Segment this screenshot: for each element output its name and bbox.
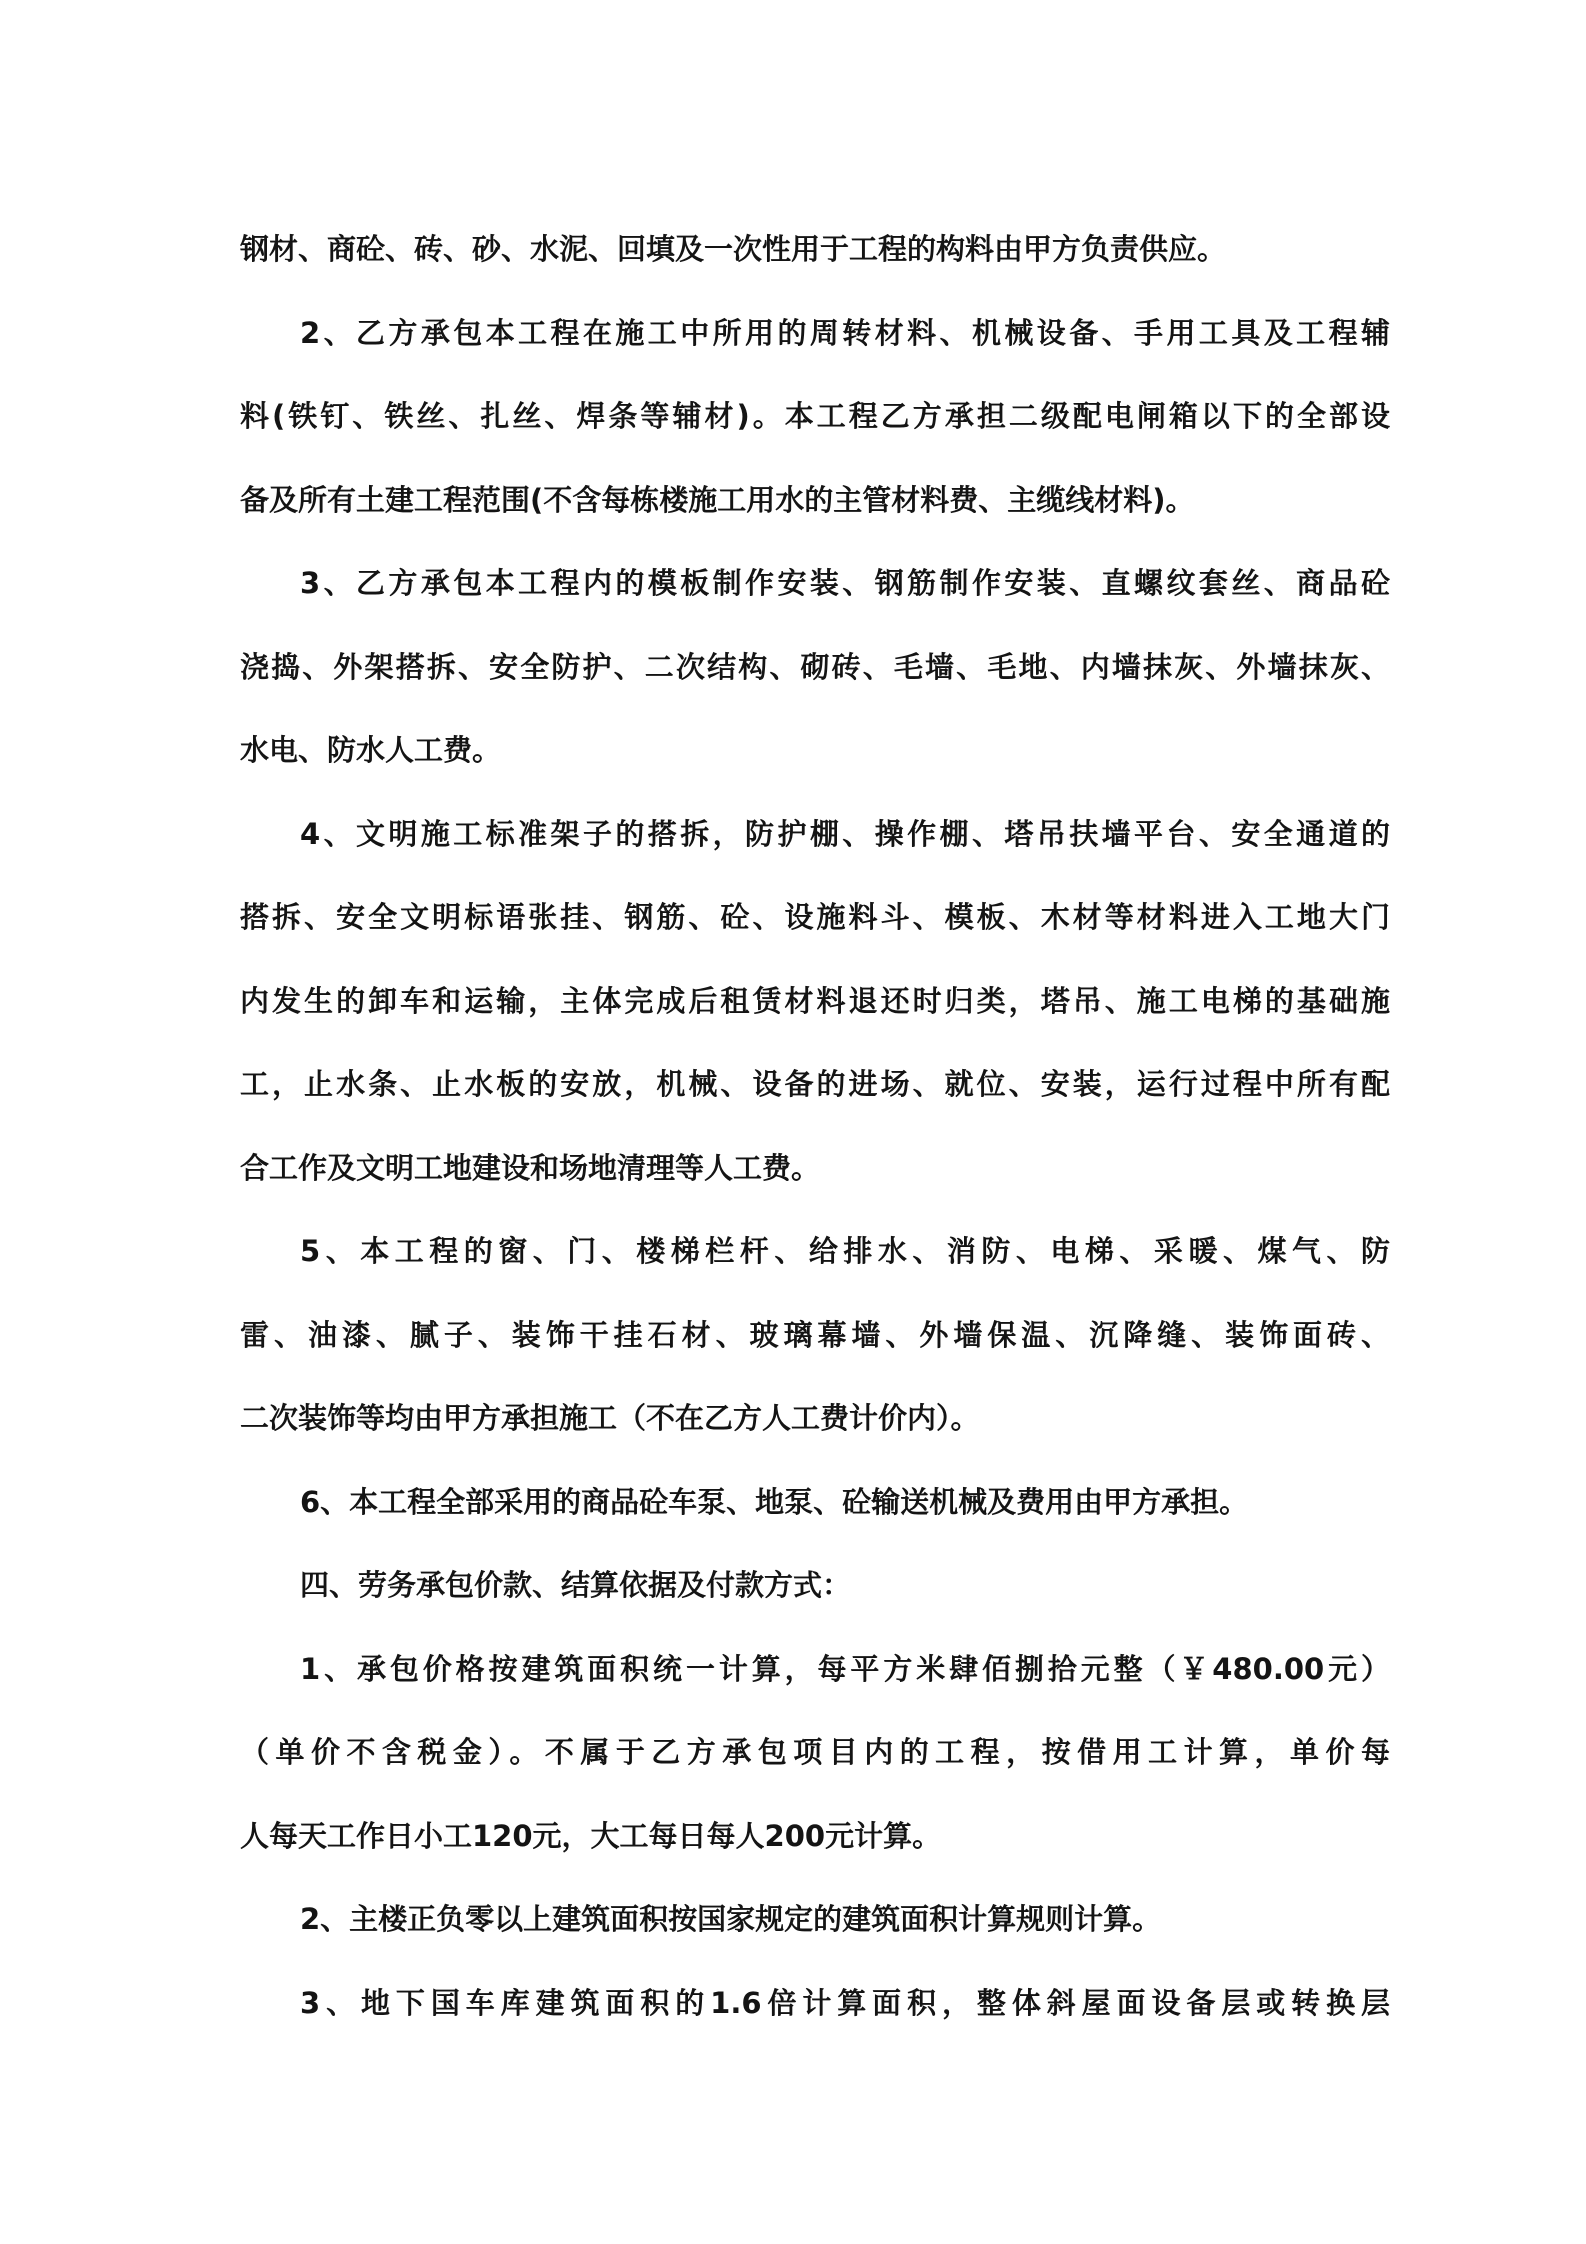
section-heading: 四、劳务承包价款、结算依据及付款方式： xyxy=(300,1568,852,1602)
text-line: 料(铁钉、铁丝、扎丝、焊条等辅材)。本工程乙方承担二级配电闸箱以下的全部设 xyxy=(240,399,1390,433)
text-line: 工，止水条、止水板的安放，机械、设备的进场、就位、安装，运行过程中所有配 xyxy=(240,1067,1390,1101)
text-line: 2、乙方承包本工程在施工中所用的周转材料、机械设备、手用工具及工程辅 xyxy=(300,315,1390,350)
text-line: 4、文明施工标准架子的搭拆，防护棚、操作棚、塔吊扶墙平台、安全通道的 xyxy=(300,816,1390,851)
text-line: （单价不含税金）。不属于乙方承包项目内的工程，按借用工计算，单价每 xyxy=(240,1735,1390,1769)
text-line: 钢材、商砼、砖、砂、水泥、回填及一次性用于工程的构料由甲方负责供应。 xyxy=(240,232,1227,266)
text-line: 3、乙方承包本工程内的模板制作安装、钢筋制作安装、直螺纹套丝、商品砼 xyxy=(300,566,1390,600)
text-line: 浇捣、外架搭拆、安全防护、二次结构、砌砖、毛墙、毛地、内墙抹灰、外墙抹灰、 xyxy=(240,649,1390,684)
text-line: 二次装饰等均由甲方承担施工（不在乙方人工费计价内）。 xyxy=(240,1401,980,1435)
text-line: 水电、防水人工费。 xyxy=(240,733,502,767)
text-line: 雷、油漆、腻子、装饰干挂石材、玻璃幕墙、外墙保温、沉降缝、装饰面砖、 xyxy=(240,1317,1390,1352)
text-line: 3、地下国车库建筑面积的1.6倍计算面积，整体斜屋面设备层或转换层 xyxy=(300,1985,1390,2020)
text-line: 搭拆、安全文明标语张挂、钢筋、砼、设施料斗、模板、木材等材料进入工地大门 xyxy=(240,900,1390,934)
text-line: 1、承包价格按建筑面积统一计算，每平方米肆佰捌拾元整（￥480.00元） xyxy=(300,1651,1390,1686)
text-line: 备及所有土建工程范围(不含每栋楼施工用水的主管材料费、主缆线材料)。 xyxy=(240,482,1195,517)
text-line: 5、本工程的窗、门、楼梯栏杆、给排水、消防、电梯、采暖、煤气、防 xyxy=(300,1234,1390,1268)
text-line: 6、本工程全部采用的商品砼车泵、地泵、砼输送机械及费用由甲方承担。 xyxy=(300,1484,1249,1519)
text-line: 人每天工作日小工120元，大工每日每人200元计算。 xyxy=(240,1818,942,1853)
text-line: 合工作及文明工地建设和场地清理等人工费。 xyxy=(240,1150,821,1185)
text-line: 2、主楼正负零以上建筑面积按国家规定的建筑面积计算规则计算。 xyxy=(300,1902,1162,1936)
text-line: 内发生的卸车和运输，主体完成后租赁材料退还时归类，塔吊、施工电梯的基础施 xyxy=(240,983,1390,1018)
document-body xyxy=(240,208,1390,2045)
